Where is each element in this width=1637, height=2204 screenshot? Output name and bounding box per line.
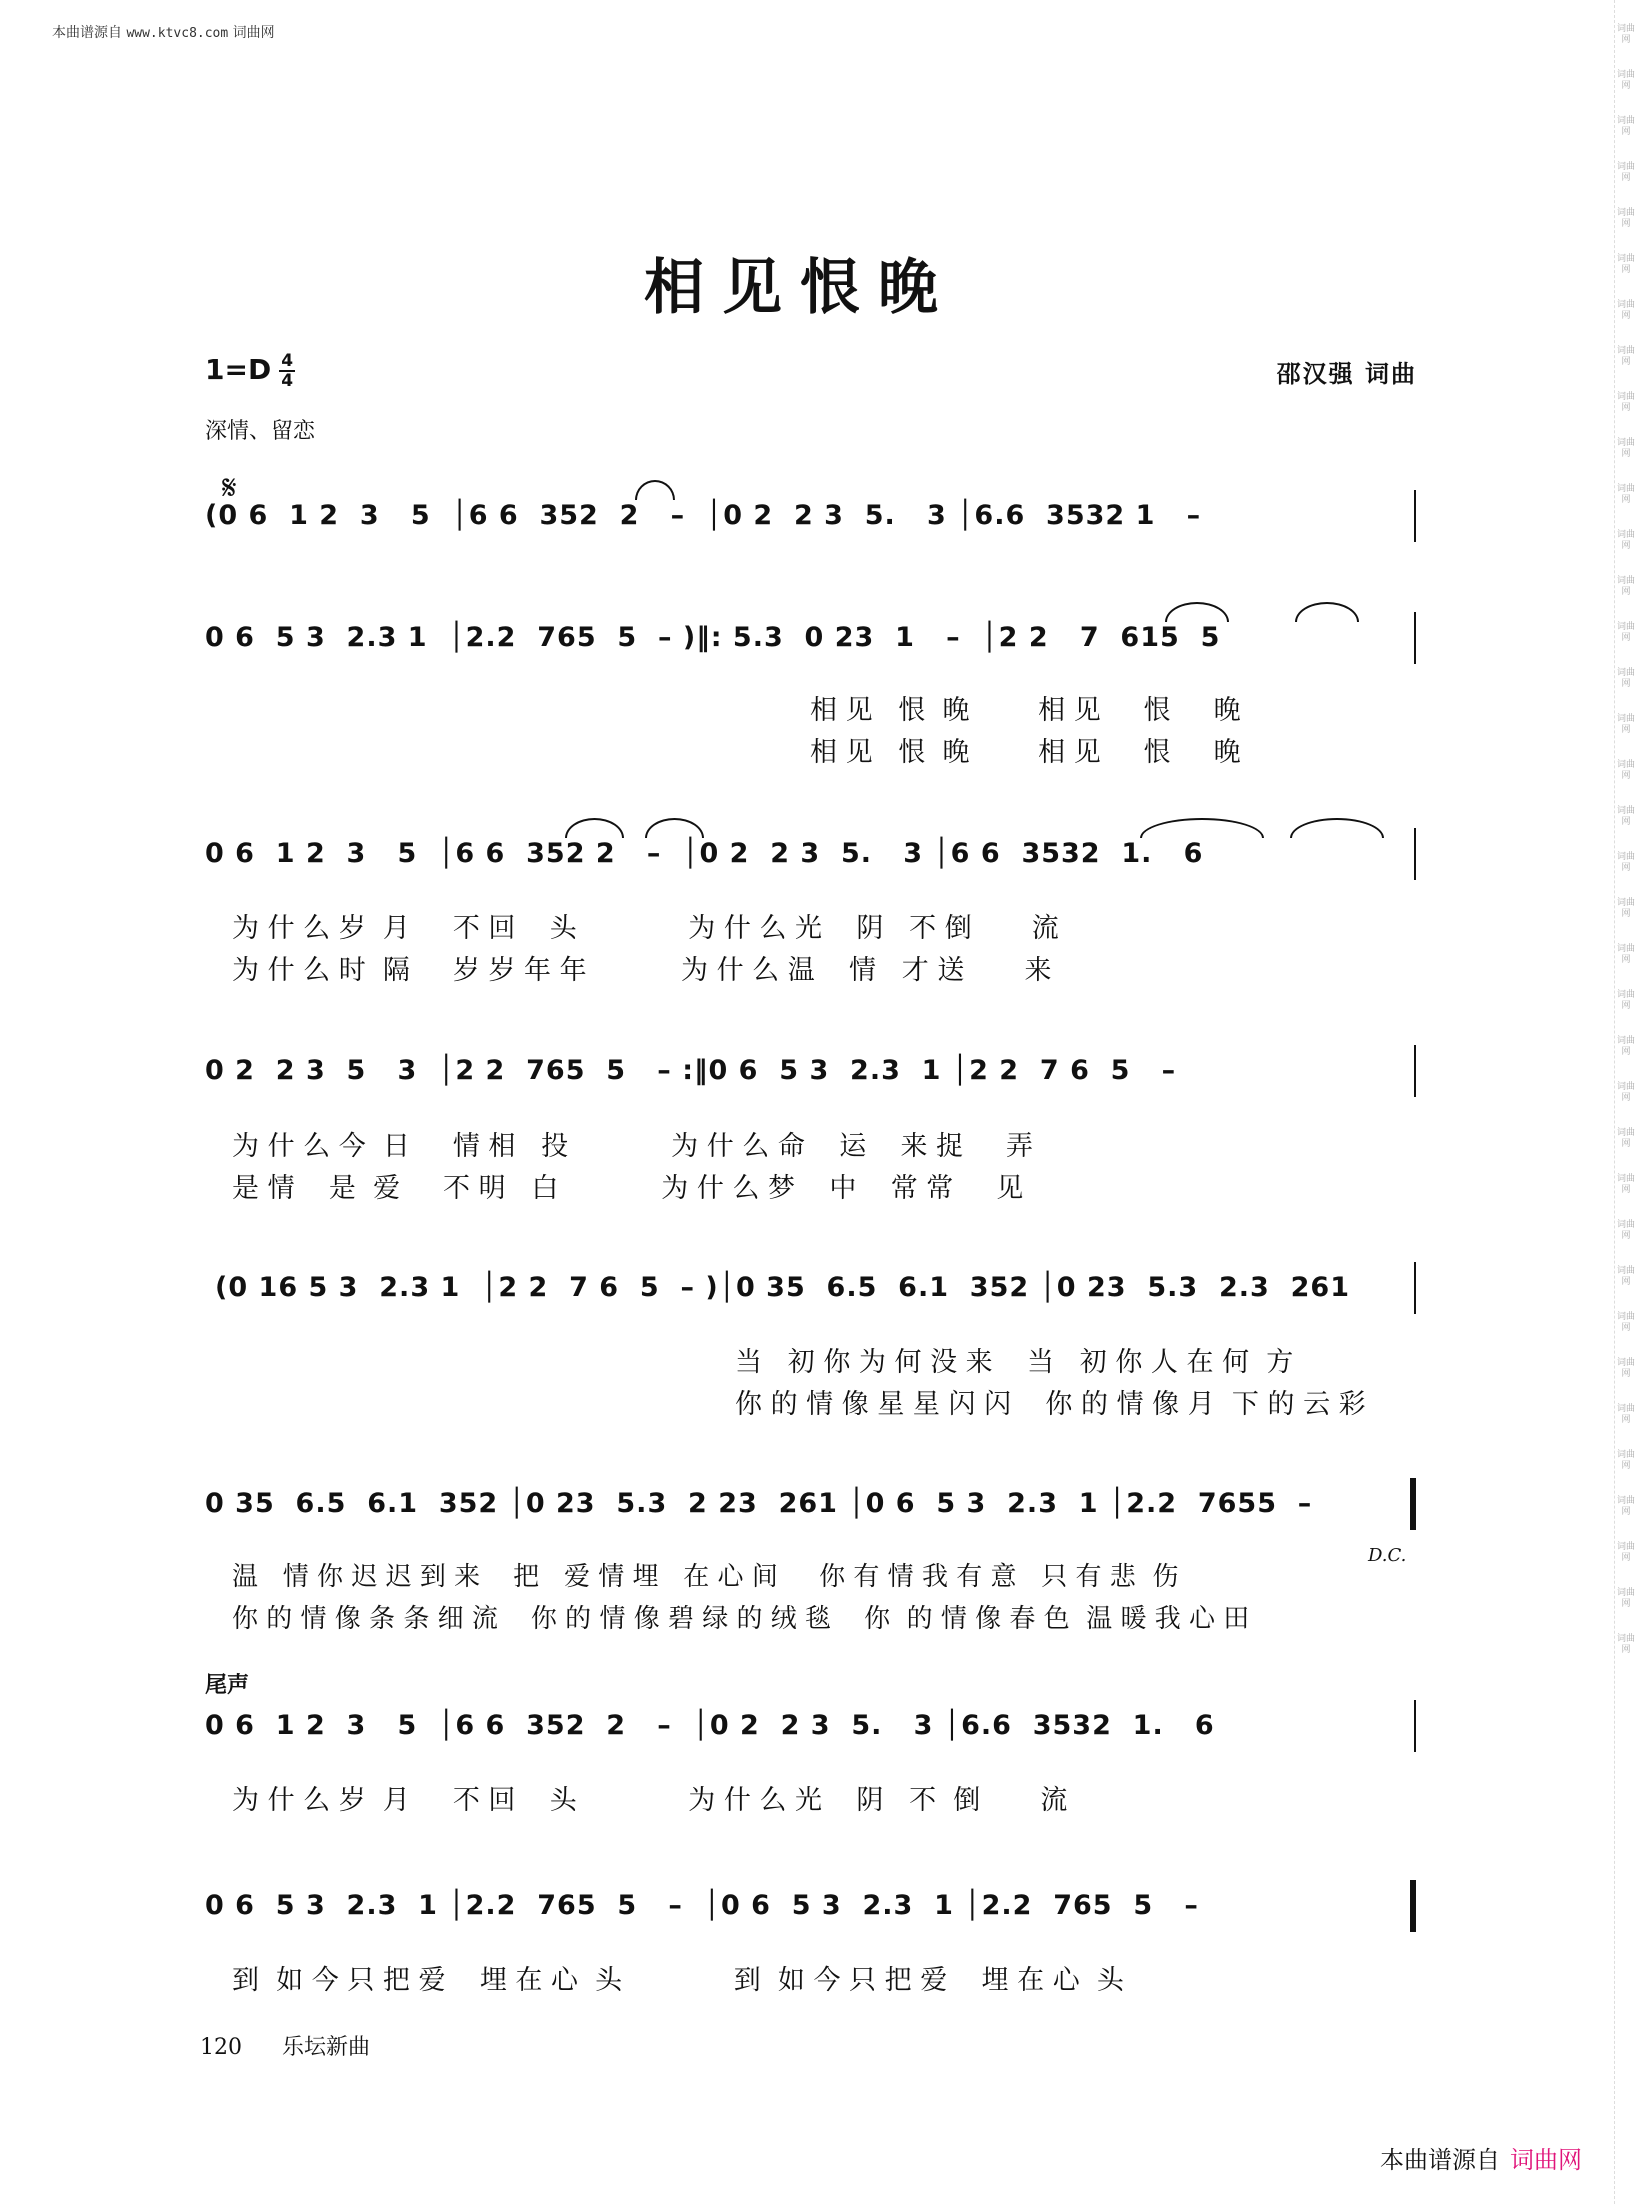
lyric-row-5-verse-2: 你 的 情 像 星 星 闪 闪 你 的 情 像 月 下 的 云 彩 (735, 1389, 1366, 1420)
time-signature: $\frac{4}{4}$ (281, 351, 294, 391)
barline (1414, 612, 1416, 664)
barline (1414, 1700, 1416, 1752)
lyric-row-6-verse-1: 温 情 你 迟 迟 到 来 把 爱 情 埋 在 心 间 你 有 情 我 有 意 只 有 悲 伤 (232, 1562, 1179, 1592)
lyric-row-6-verse-2: 你 的 情 像 条 条 细 流 你 的 情 像 碧 绿 的 绒 毯 你 的 情 像 春 色 温 暖 我 心 田 (232, 1604, 1250, 1634)
lyric-row-8: 到 如 今 只 把 爱 埋 在 心 头 到 如 今 只 把 爱 埋 在 心 头 (232, 1965, 1124, 1996)
segno-sign: 𝄋 (222, 468, 237, 508)
score-row-5: (0 16 5 3 2.3 1 │2 2 7 6 5 – )│0 35 6.5 6.1 352 │0 23 5.3 2.3 261 (215, 1272, 1350, 1303)
score-row-1: (0 6 1 2 3 5 │6 6 352 2 – │0 2 2 3 5. 3 │6.6 3532 1 – (205, 500, 1202, 531)
barline (1414, 1045, 1416, 1097)
page-number: 120 (200, 2035, 242, 2060)
lyric-row-3-verse-2: 为 什 么 时 隔 岁 岁 年 年 为 什 么 温 情 才 送 来 (232, 955, 1052, 986)
score-row-8: 0 6 5 3 2.3 1 │2.2 765 5 – │0 6 5 3 2.3 1 │2.2 765 5 – (205, 1890, 1199, 1921)
lyric-row-4-verse-1: 为 什 么 今 日 情 相 投 为 什 么 命 运 来 捉 弄 (232, 1131, 1034, 1162)
key-signature: 1=D $\frac{4}{4}$ (205, 351, 294, 391)
lyric-row-2-verse-1: 相 见 恨 晚 相 见 恨 晚 (810, 695, 1241, 726)
slur (1295, 602, 1359, 622)
score-row-6: 0 35 6.5 6.1 352 │0 23 5.3 2 23 261 │0 6 5 3 2.3 1 │2.2 7655 – (205, 1488, 1313, 1519)
score-row-3: 0 6 1 2 3 5 │6 6 352 2 – │0 2 2 3 5. 3 │6 6 3532 1. 6 (205, 838, 1204, 869)
slur (645, 818, 704, 838)
barline (1414, 828, 1416, 880)
dc-marking: D.C. (1368, 1545, 1407, 1566)
slur (1165, 602, 1229, 622)
barline (1414, 1262, 1416, 1314)
composer: 邵汉强 词曲 (1276, 359, 1417, 388)
lyric-row-5-verse-1: 当 初 你 为 何 没 来 当 初 你 人 在 何 方 (735, 1347, 1294, 1378)
coda-label: 尾声 (205, 1672, 250, 1698)
song-title: 相见恨晚 (644, 253, 956, 323)
lyric-row-2-verse-2: 相 见 恨 晚 相 见 恨 晚 (810, 737, 1241, 768)
magazine-name: 乐坛新曲 (282, 2035, 371, 2060)
side-watermark-strip: 词曲网 词曲网 词曲网 词曲网 词曲网 词曲网 词曲网 词曲网 词曲网 词曲网 词曲网 词曲网 词曲网 词曲网 词曲网 词曲网 词曲网 词曲网 词曲网 词曲网 词曲网 词曲网 词曲网 词曲网 词曲网 词曲网 词曲网 词曲网 词曲网 词曲网 词曲网 词曲网 词曲网 词曲网 词曲网 词曲网 (1614, 0, 1637, 2204)
lyric-row-3-verse-1: 为 什 么 岁 月 不 回 头 为 什 么 光 阴 不 倒 流 (232, 913, 1059, 944)
score-row-7: 0 6 1 2 3 5 │6 6 352 2 – │0 2 2 3 5. 3 │6.6 3532 1. 6 (205, 1710, 1215, 1741)
barline (1414, 490, 1416, 542)
slur (565, 818, 624, 838)
lyric-row-4-verse-2: 是 情 是 爱 不 明 白 为 什 么 梦 中 常 常 见 (232, 1173, 1024, 1204)
final-barline (1410, 1478, 1416, 1530)
tempo-marking: 深情、留恋 (205, 419, 316, 444)
final-barline (1410, 1880, 1416, 1932)
slur (635, 480, 675, 500)
lyric-row-7: 为 什 么 岁 月 不 回 头 为 什 么 光 阴 不 倒 流 (232, 1785, 1068, 1816)
bottom-right-credit: 本曲谱源自 词曲网 (1380, 2146, 1582, 2174)
page-footer (200, 2030, 370, 2061)
score-row-4: 0 2 2 3 5 3 │2 2 765 5 – :‖0 6 5 3 2.3 1 │2 2 7 6 5 – (205, 1055, 1177, 1086)
header-source: 本曲谱源自 www.ktvc8.com 词曲网 (52, 25, 275, 41)
slur (1140, 818, 1264, 838)
slur (1290, 818, 1384, 838)
score-row-2: 0 6 5 3 2.3 1 │2.2 765 5 – )‖: 5.3 0 23 1 – │2 2 7 615 5 (205, 622, 1221, 653)
